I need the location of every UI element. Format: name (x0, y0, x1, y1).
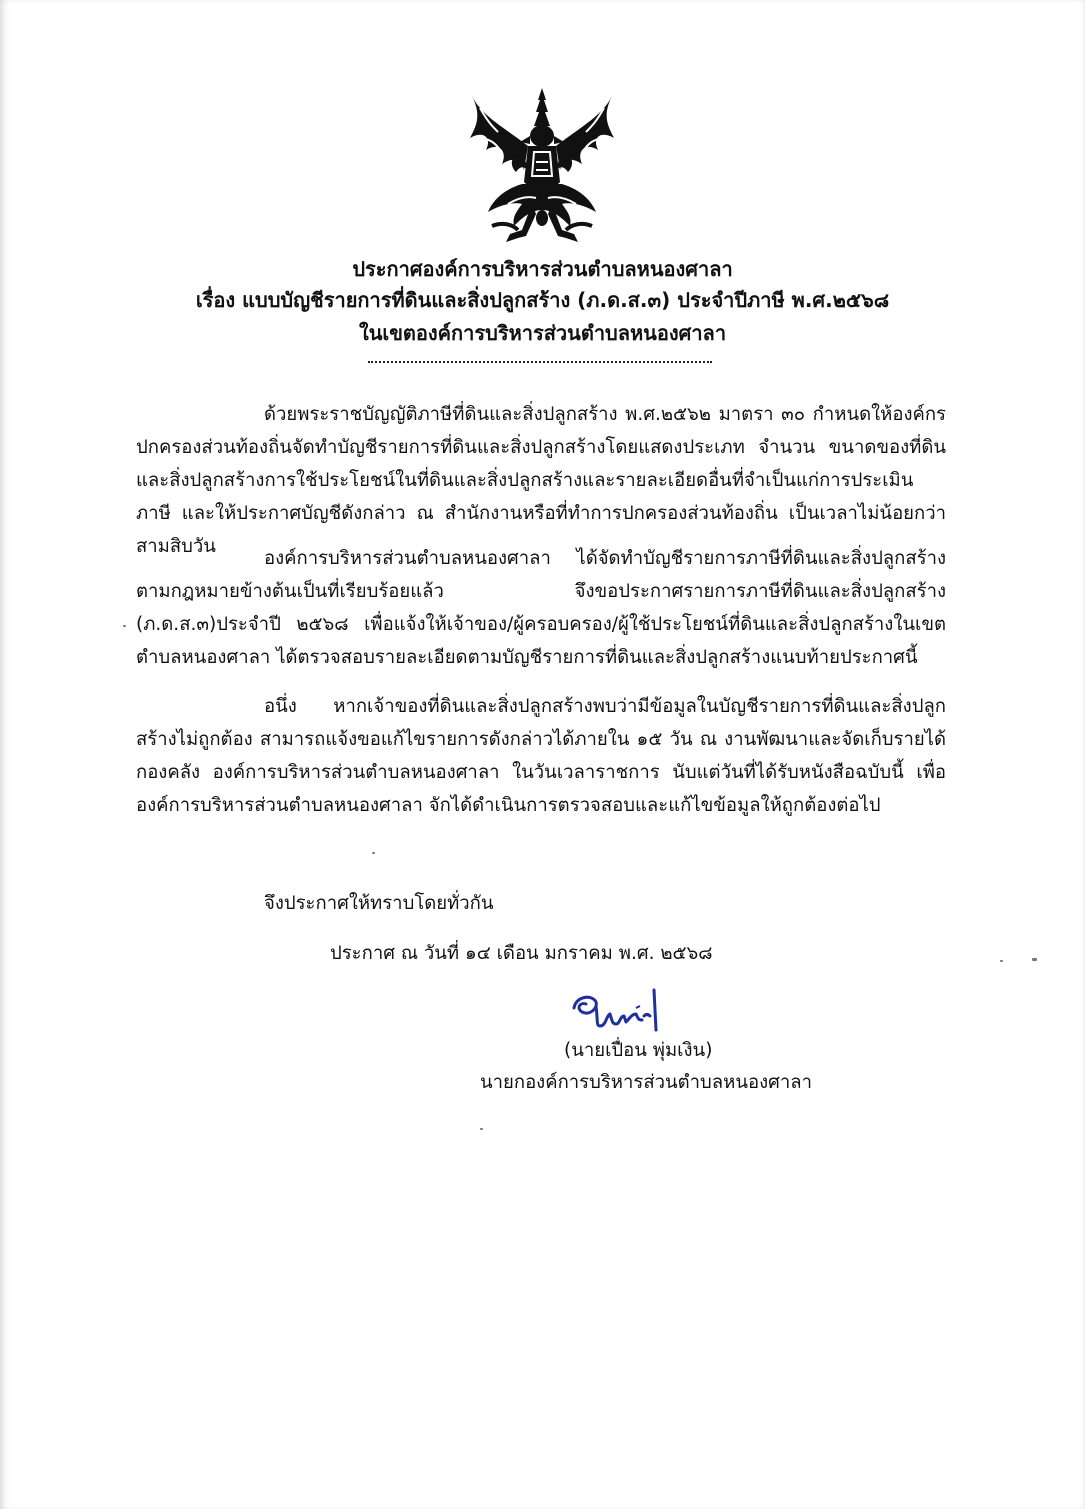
garuda-emblem-icon (462, 86, 622, 244)
body-paragraph-1: ด้วยพระราชบัญญัติภาษีที่ดินและสิ่งปลูกสร้าง พ.ศ.๒๕๖๒ มาตรา ๓๐ กำหนดให้องค์กรปกครองส่วนท้องถิ่นจัดทำบัญชีรายการที่ดินและสิ่งปลูกสร้างโดยแสดงประเภท จำนวน ขนาดของที่ดินและสิ่งปลูกสร้างการใช้ประโยชน์ในที่ดินและสิ่งปลูกสร้างและรายละเอียดอื่นที่จำเป็นแก่การประเมินภาษี และให้ประกาศบัญชีดังกล่าว ณ สำนักงานหรือที่ทำการปกครองส่วนท้องถิ่น เป็นเวลาไม่น้อยกว่าสามสิบวัน (136, 404, 946, 557)
scan-speck (1000, 960, 1003, 962)
signatory-title: นายกองค์การบริหารส่วนตำบลหนองศาลา (480, 1072, 812, 1093)
closing-statement: จึงประกาศให้ทราบโดยทั่วกัน (264, 893, 494, 914)
signatory-name: (นายเปื่อน พุ่มเงิน) (564, 1040, 713, 1061)
scan-speck (480, 1128, 483, 1130)
dotted-divider (368, 361, 712, 363)
body-paragraph-3: อนึ่ง หากเจ้าของที่ดินและสิ่งปลูกสร้างพบว่ามีข้อมูลในบัญชีรายการที่ดินและสิ่งปลูกสร้างไม่ถูกต้อง สามารถแจ้งขอแก้ไขรายการดังกล่าวได้ภายใน ๑๕ วัน ณ งานพัฒนาและจัดเก็บรายได้ กองคลัง องค์การบริหารส่วนตำบลหนองศาลา ในวันเวลาราชการ นับแต่วันที่ได้รับหนังสือฉบับนี้ เพื่อองค์การบริหารส่วนตำบลหนองศาลา จักได้ดำเนินการตรวจสอบและแก้ไขข้อมูลให้ถูกต้องต่อไป (136, 696, 946, 816)
announcement-title: ประกาศองค์การบริหารส่วนตำบลหนองศาลา (352, 257, 733, 281)
scan-speck (1032, 958, 1037, 961)
scan-speck (123, 625, 126, 627)
body-paragraph-2: องค์การบริหารส่วนตำบลหนองศาลา ได้จัดทำบัญชีรายการภาษีที่ดินและสิ่งปลูกสร้าง ตามกฎหมายข้างต้นเป็นที่เรียบร้อยแล้ว จึงขอประกาศรายการภาษีที่ดินและสิ่งปลูกสร้าง (ภ.ด.ส.๓)ประจำปี ๒๕๖๘ เพื่อแจ้งให้เจ้าของ/ผู้ครอบครอง/ผู้ใช้ประโยชน์ที่ดินและสิ่งปลูกสร้างในเขตตำบลหนองศาลา ได้ตรวจสอบรายละเอียดตามบัญชีรายการที่ดินและสิ่งปลูกสร้างแนบท้ายประกาศนี้ (136, 548, 946, 668)
scan-speck (372, 852, 375, 854)
handwritten-signature-icon (566, 986, 676, 1036)
announcement-date: ประกาศ ณ วันที่ ๑๔ เดือน มกราคม พ.ศ. ๒๕๖๘ (330, 943, 713, 964)
announcement-subject: เรื่อง แบบบัญชีรายการที่ดินและสิ่งปลูกสร้าง (ภ.ด.ส.๓) ประจำปีภาษี พ.ศ.๒๕๖๘ (195, 288, 890, 312)
announcement-jurisdiction: ในเขตองค์การบริหารส่วนตำบลหนองศาลา (358, 321, 727, 345)
